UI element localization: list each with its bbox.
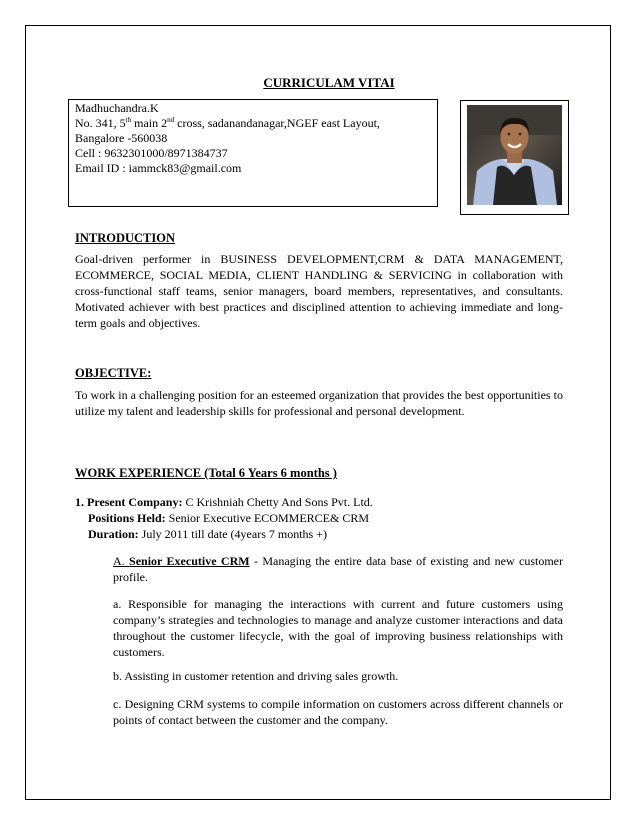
company-line: 1. Present Company: C Krishniah Chetty And Sons Pvt. Ltd. [75,495,373,509]
contact-box [68,99,438,207]
point-b: b. Assisting in customer retention and driving sales growth. [113,669,399,683]
contact-cell: Cell : 9632301000/8971384737 [75,146,228,160]
contact-email: Email ID : iammck83@gmail.com [75,161,242,175]
profile-photo-frame [460,100,569,215]
work-experience-heading: WORK EXPERIENCE (Total 6 Years 6 months ) [75,466,337,480]
role-description: A. Senior Executive CRM - Managing the entire data base of existing and new customer profile. [113,554,563,584]
duration-line: Duration: July 2011 till date (4years 7 months +) [88,527,327,541]
position-line: Positions Held: Senior Executive ECOMMERCE& CRM [88,511,369,525]
contact-city: Bangalore -560038 [75,131,168,145]
profile-photo [467,105,562,205]
contact-address: No. 341, 5th main 2nd cross, sadanandanagar,NGEF east Layout, [75,116,380,130]
point-c: c. Designing CRM systems to compile information on customers across different channels or points of contact between the customer and the company. [113,697,563,727]
page-title: CURRICULAM VITAI [263,75,395,90]
objective-text: To work in a challenging position for an esteemed organization that provides the best opportunities to utilize my talent and leadership skills for professional and personal development. [75,388,563,418]
contact-name: Madhuchandra.K [75,101,159,115]
point-a: a. Responsible for managing the interactions with current and future customers using company’s strategies and technologies to manage and analyze customer interactions and data throughout the customer lifecycle, with the goal of improving business relationships with customers. [113,597,563,659]
introduction-text: Goal-driven performer in BUSINESS DEVELOPMENT,CRM & DATA MANAGEMENT, ECOMMERCE, SOCIAL MEDIA, CLIENT HANDLING & SERVICING in collaboration with cross-functional staff teams, senior managers, board members, representatives, and consultants. Motivated achiever with best practices and disciplined attention to achieving immediate and long-term goals and objectives. [75,252,563,330]
objective-heading: OBJECTIVE: [75,366,152,380]
introduction-heading: INTRODUCTION [75,231,176,245]
